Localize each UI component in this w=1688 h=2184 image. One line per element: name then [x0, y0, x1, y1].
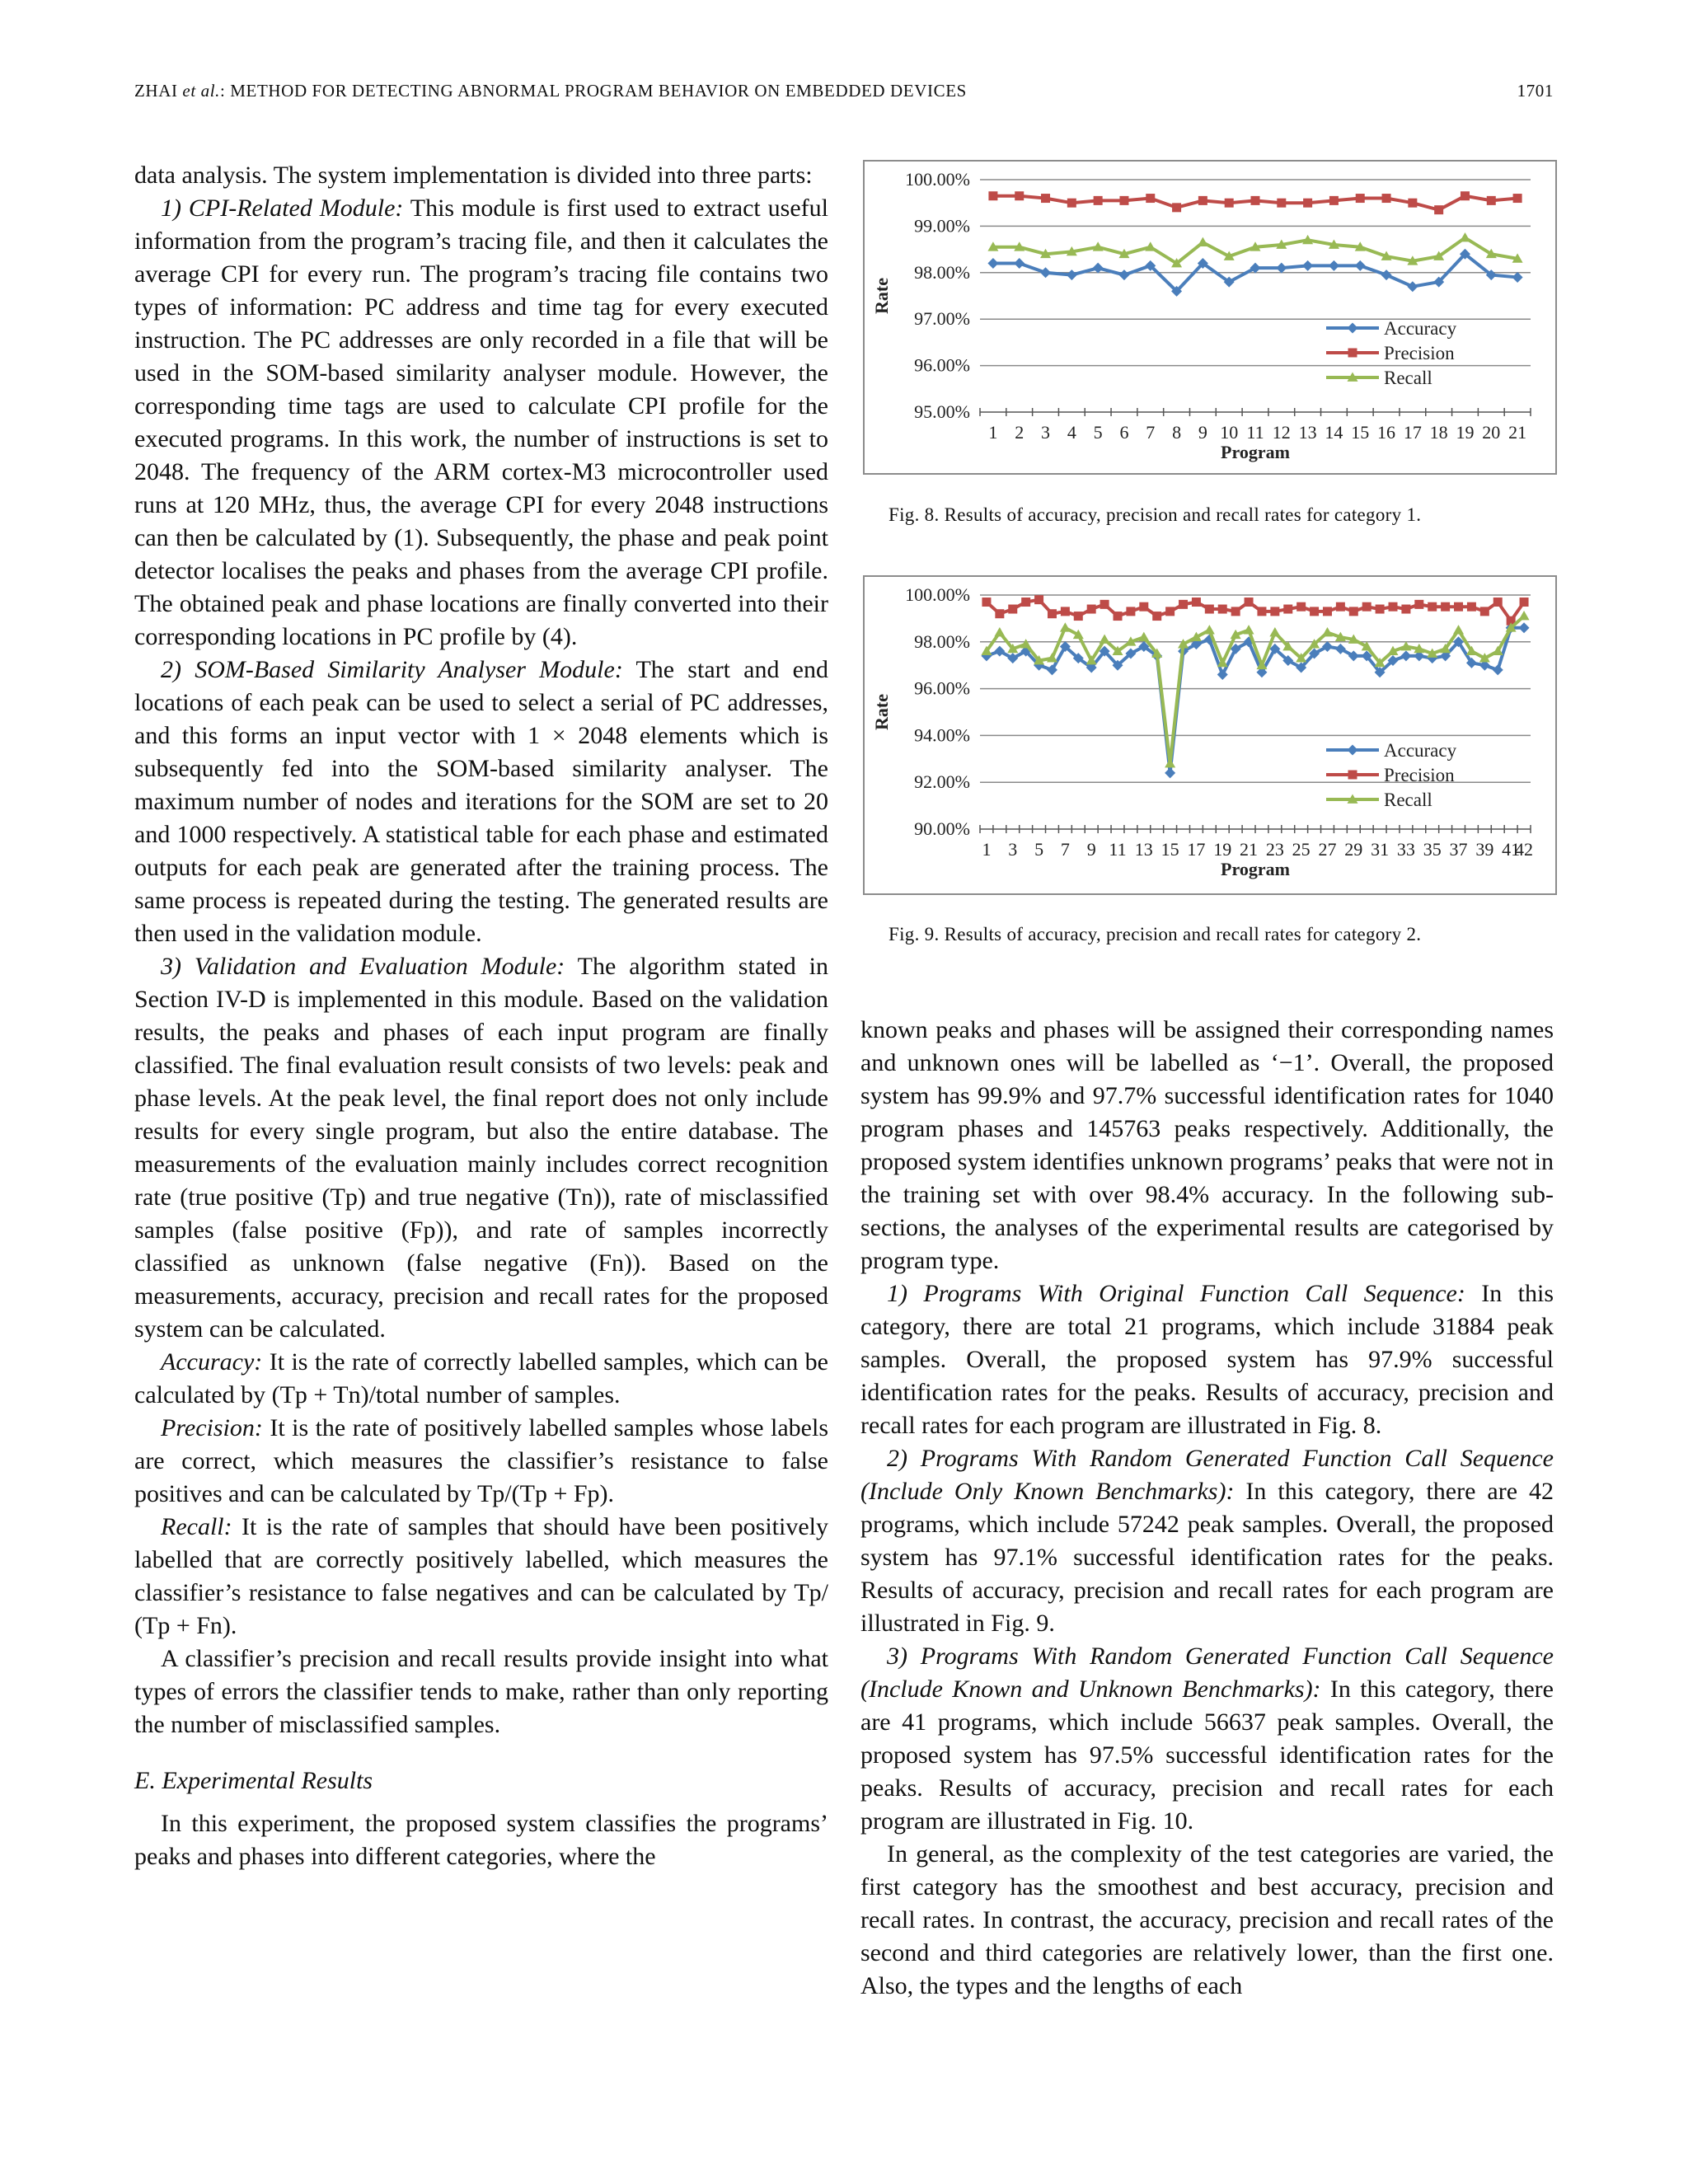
- data-point: [1146, 194, 1155, 203]
- x-tick-label: 42: [1515, 839, 1534, 860]
- data-point: [1067, 269, 1077, 280]
- running-header-title: ZHAI et al.: METHOD FOR DETECTING ABNORMAL PROGRAM BEHAVIOR ON EMBEDDED DEVICES: [134, 81, 967, 101]
- data-point: [1034, 595, 1043, 604]
- x-tick-label: 4: [1067, 422, 1076, 443]
- y-tick-label: 95.00%: [914, 401, 970, 422]
- y-tick-label: 100.00%: [905, 584, 970, 605]
- data-point: [1356, 194, 1365, 203]
- paragraph-category-1: 1) Programs With Original Function Call Sequence: In this category, there are total 21 programs, which include 31884 peak samples. Overall, the proposed system has 97.9% successful identification rates for the peaks. Results of accuracy, precision and recall rates for each program are illustrated in Fig. 8.: [860, 1280, 1554, 1439]
- x-tick-label: 20: [1482, 422, 1501, 443]
- left-column: [134, 159, 828, 1873]
- legend-label: Accuracy: [1384, 740, 1457, 761]
- data-point: [1094, 196, 1103, 205]
- data-point: [1040, 267, 1051, 278]
- data-point: [1329, 260, 1339, 271]
- x-tick-label: 15: [1351, 422, 1370, 443]
- x-tick-label: 9: [1086, 839, 1096, 860]
- x-tick-label: 14: [1325, 422, 1343, 443]
- data-point: [1434, 205, 1443, 214]
- data-point: [1126, 607, 1135, 616]
- data-point: [1118, 269, 1129, 280]
- x-tick-label: 39: [1475, 839, 1494, 860]
- data-point: [982, 598, 991, 607]
- x-tick-label: 35: [1423, 839, 1442, 860]
- data-point: [1225, 199, 1234, 208]
- paragraph-som-module: 2) SOM-Based Similarity Analyser Module: The start and end locations of each peak can be used to select a serial of PC addresses, and this forms an input vector with 1 × 2048 elements which is subsequently fed into the SOM-based similarity analyser. The maximum number of nodes and iterations for the SOM are set to 20 and 1000 respectively. A statistical table for each phase and estimated outputs for each peak are generated after the training process. The same process is repeated during the testing. The generated results are then used in the validation module.: [134, 656, 828, 947]
- paragraph-precision: Precision: It is the rate of positively labelled samples whose labels are correct, which measures the classifier’s resistance to false positives and can be calculated by Tp/(Tp + Fp).: [134, 1414, 828, 1507]
- legend-label: Precision: [1384, 765, 1455, 785]
- data-point: [1204, 625, 1215, 634]
- x-axis-title: Program: [1221, 442, 1290, 462]
- x-tick-label: 31: [1371, 839, 1390, 860]
- data-point: [1114, 612, 1123, 621]
- x-tick-label: 1: [982, 839, 992, 860]
- data-point: [1041, 194, 1050, 203]
- paragraph-cpi-module: 1) CPI-Related Module: This module is first used to extract useful information from the program’s tracing file, and then it calculates the average CPI for every run. The program’s tracing file contains two types of information: PC address and time tag for every executed instruction. The PC addresses are only recorded in a file that will be used in the SOM-based similarity analyser module. However, the corresponding time tags are used to calculate CPI profile for the executed programs. In this work, the number of instructions is set to 2048. The frequency of the ARM cortex-M3 microcontroller used runs at 120 MHz, thus, the average CPI for every 2048 instructions can then be calculated by (1). Subsequently, the phase and peak point detector localises the peaks and phases from the average CPI profile. The obtained peak and phase locations are finally converted into their corresponding locations in PC profile by (4).: [134, 194, 828, 650]
- x-axis-title: Program: [1221, 859, 1290, 879]
- data-point: [987, 258, 998, 269]
- x-tick-label: 9: [1198, 422, 1207, 443]
- data-point: [1467, 602, 1476, 612]
- data-point: [1251, 196, 1260, 205]
- paragraph-category-2: 2) Programs With Random Generated Function Call Sequence (Include Only Known Benchmarks): In this category, there are 42 programs, which include 57242 peak samples. Overall, the proposed system has 97.1% successful identification rates for the peaks. Results of accuracy, precision and recall rates for each program are illustrated in Fig. 9.: [860, 1445, 1554, 1637]
- data-point: [1428, 602, 1437, 612]
- data-point: [994, 627, 1005, 636]
- data-point: [1277, 199, 1286, 208]
- data-point: [1100, 600, 1109, 609]
- figure-8: [863, 160, 1557, 475]
- paragraph-accuracy: Accuracy: It is the rate of correctly labelled samples, which can be calculated by (Tp + Tn)/total number of samples.: [134, 1348, 828, 1408]
- data-point: [1400, 650, 1411, 661]
- x-tick-label: 6: [1119, 422, 1129, 443]
- x-tick-label: 19: [1456, 422, 1475, 443]
- data-point: [1362, 602, 1372, 612]
- x-tick-label: 25: [1292, 839, 1311, 860]
- data-point: [1270, 607, 1279, 616]
- data-point: [1165, 607, 1175, 616]
- data-point: [1165, 758, 1175, 767]
- data-point: [1441, 602, 1450, 612]
- data-point: [1355, 260, 1366, 271]
- data-point: [1493, 598, 1503, 607]
- x-tick-label: 3: [1041, 422, 1051, 443]
- data-point: [1408, 199, 1417, 208]
- data-point: [1513, 194, 1522, 203]
- x-tick-label: 5: [1093, 422, 1103, 443]
- figure-8-caption: Fig. 8. Results of accuracy, precision and recall rates for category 1.: [889, 504, 1422, 525]
- data-point: [1512, 272, 1523, 283]
- data-point: [1245, 598, 1254, 607]
- data-point: [1060, 622, 1071, 631]
- data-point: [1008, 605, 1017, 614]
- x-tick-label: 7: [1146, 422, 1156, 443]
- x-tick-label: 11: [1246, 422, 1264, 443]
- paragraph-category-3: 3) Programs With Random Generated Function Call Sequence (Include Known and Unknown Benchmarks): In this category, there are 41 programs, which include 56637 peak samples. Overall, the proposed system has 97.5% successful identification rates for the peaks. Results of accuracy, precision and recall rates for each program are illustrated in Fig. 10.: [860, 1643, 1554, 1835]
- data-point: [1276, 263, 1287, 274]
- data-point: [1519, 611, 1530, 620]
- y-axis-title: Rate: [871, 278, 892, 314]
- data-point: [1460, 232, 1470, 241]
- data-point: [1461, 191, 1470, 200]
- data-point: [1172, 203, 1181, 212]
- data-point: [1520, 598, 1529, 607]
- data-point: [1100, 634, 1110, 643]
- data-point: [1269, 627, 1280, 636]
- data-point: [1061, 607, 1070, 616]
- data-point: [1487, 196, 1496, 205]
- x-tick-label: 21: [1508, 422, 1527, 443]
- legend-label: Recall: [1384, 368, 1432, 388]
- data-point: [1283, 605, 1292, 614]
- data-point: [1381, 269, 1392, 280]
- paragraph-recall: Recall: It is the rate of samples that should have been positively labelled that are correctly positively labelled, which measures the classifier’s resistance to false negatives and can be calculated by Tp/ (Tp + Fn).: [134, 1513, 828, 1639]
- page-number: 1701: [1517, 81, 1554, 101]
- data-point: [1015, 191, 1024, 200]
- legend-marker: [1348, 745, 1358, 756]
- data-point: [1020, 639, 1031, 648]
- data-point: [1198, 237, 1208, 246]
- data-point: [1048, 609, 1057, 618]
- x-tick-label: 7: [1060, 839, 1070, 860]
- x-tick-label: 1: [988, 422, 998, 443]
- y-tick-label: 97.00%: [914, 308, 970, 330]
- data-point: [1322, 627, 1333, 636]
- data-point: [1067, 199, 1076, 208]
- data-point: [1519, 622, 1530, 633]
- data-point: [1014, 258, 1025, 269]
- y-tick-label: 96.00%: [914, 677, 970, 699]
- legend-marker: [1348, 323, 1358, 334]
- paragraph: data analysis. The system implementation is divided into three parts:: [134, 162, 813, 189]
- fig9-chart: [865, 577, 1555, 893]
- x-tick-label: 13: [1298, 422, 1317, 443]
- paragraph-validation-module: 3) Validation and Evaluation Module: The algorithm stated in Section IV-D is implemented in this module. Based on the validation results, the peaks and phases of each input program are finally classified. The final evaluation result consists of two levels: peak and phase levels. At the peak level, the final report does not only include results for every single program, but also the entire database. The measurements of the evaluation mainly includes correct recognition rate (true positive (Tp) and true negative (Tn)), rate of misclassified samples (false positive (Fp)), and rate of samples incorrectly classified as unknown (false negative (Fn)). Based on the measurements, accuracy, precision and recall rates for the proposed system can be calculated.: [134, 953, 828, 1343]
- y-tick-label: 92.00%: [914, 771, 970, 793]
- data-point: [1192, 598, 1201, 607]
- y-tick-label: 100.00%: [905, 169, 970, 190]
- data-point: [1165, 767, 1175, 778]
- paragraph: A classifier’s precision and recall results provide insight into what types of errors the classifier tends to make, rather than only reporting the number of misclassified samples.: [134, 1645, 828, 1738]
- data-point: [1302, 260, 1313, 271]
- data-point: [1198, 196, 1207, 205]
- x-tick-label: 3: [1008, 839, 1018, 860]
- data-point: [1303, 199, 1312, 208]
- y-tick-label: 98.00%: [914, 630, 970, 652]
- x-tick-label: 27: [1318, 839, 1337, 860]
- x-tick-label: 12: [1272, 422, 1291, 443]
- x-tick-label: 37: [1449, 839, 1468, 860]
- data-point: [1376, 605, 1385, 614]
- data-point: [1323, 607, 1332, 616]
- data-point: [1231, 607, 1240, 616]
- data-point: [1349, 607, 1358, 616]
- y-tick-label: 99.00%: [914, 215, 970, 237]
- running-header: [134, 81, 1554, 110]
- x-tick-label: 11: [1109, 839, 1127, 860]
- data-point: [1244, 625, 1254, 634]
- y-axis-title: Rate: [871, 694, 892, 730]
- paragraph: In general, as the complexity of the test categories are varied, the first category has the smoothest and best accuracy, precision and recall rates. In contrast, the accuracy, precision and recall rates of the second and third categories are relatively lower, than the first one. Also, the types and the lengths of each: [860, 1840, 1554, 1999]
- x-tick-label: 23: [1265, 839, 1284, 860]
- figure-9: [863, 575, 1557, 895]
- legend-label: Recall: [1384, 790, 1432, 810]
- data-point: [1401, 605, 1410, 614]
- y-tick-label: 94.00%: [914, 724, 970, 746]
- x-tick-label: 2: [1015, 422, 1025, 443]
- data-point: [1087, 605, 1096, 614]
- x-tick-label: 21: [1240, 839, 1259, 860]
- data-point: [1119, 196, 1128, 205]
- right-column: [860, 1014, 1554, 2003]
- x-tick-label: 10: [1220, 422, 1239, 443]
- x-tick-label: 16: [1377, 422, 1396, 443]
- x-tick-label: 5: [1034, 839, 1044, 860]
- data-point: [1329, 196, 1339, 205]
- x-tick-label: 17: [1187, 839, 1206, 860]
- data-point: [1296, 602, 1306, 612]
- paragraph: In this experiment, the proposed system classifies the programs’ peaks and phases into different categories, where the: [134, 1810, 828, 1870]
- data-point: [1407, 281, 1418, 292]
- series-recall: [987, 232, 1522, 267]
- data-point: [1093, 263, 1104, 274]
- data-point: [1179, 600, 1188, 609]
- data-point: [1152, 612, 1161, 621]
- data-point: [1336, 602, 1345, 612]
- fig8-chart: [865, 162, 1555, 473]
- data-point: [995, 609, 1004, 618]
- data-point: [1480, 607, 1489, 616]
- data-point: [988, 191, 997, 200]
- x-tick-label: 13: [1134, 839, 1153, 860]
- data-point: [1257, 607, 1266, 616]
- legend-marker: [1348, 349, 1357, 358]
- x-tick-label: 33: [1396, 839, 1415, 860]
- series-precision: [988, 191, 1522, 214]
- data-point: [1218, 605, 1227, 614]
- subsection-heading: E. Experimental Results: [134, 1767, 373, 1794]
- y-tick-label: 96.00%: [914, 354, 970, 376]
- data-point: [1382, 194, 1391, 203]
- data-point: [1389, 602, 1398, 612]
- data-point: [1454, 602, 1463, 612]
- x-tick-label: 41: [1502, 839, 1521, 860]
- data-point: [1138, 632, 1149, 641]
- x-tick-label: 17: [1403, 422, 1422, 443]
- figure-9-caption: Fig. 9. Results of accuracy, precision and recall rates for category 2.: [889, 924, 1422, 944]
- y-tick-label: 90.00%: [914, 818, 970, 839]
- data-point: [1205, 605, 1214, 614]
- x-tick-label: 19: [1213, 839, 1232, 860]
- data-point: [1453, 625, 1464, 634]
- legend-marker: [1348, 771, 1357, 780]
- x-tick-label: 8: [1172, 422, 1182, 443]
- data-point: [1493, 664, 1503, 675]
- data-point: [1414, 600, 1423, 609]
- x-tick-label: 29: [1344, 839, 1363, 860]
- data-point: [1074, 612, 1083, 621]
- x-tick-label: 18: [1429, 422, 1448, 443]
- data-point: [1139, 602, 1148, 612]
- data-point: [1310, 607, 1319, 616]
- series-precision: [982, 595, 1528, 626]
- y-tick-label: 98.00%: [914, 261, 970, 283]
- paragraph: known peaks and phases will be assigned their corresponding names and unknown ones will be labelled as ‘−1’. Overall, the proposed system has 99.9% and 97.7% successful identification rates for 1040 program phases and 145763 peaks respectively. Additionally, the proposed system identifies unknown programs’ peaks that were not in the training set with over 98.4% accuracy. In the following sub-sections, the analyses of the experimental results are categorised by program type.: [860, 1016, 1554, 1274]
- legend-label: Accuracy: [1384, 318, 1457, 339]
- x-tick-label: 15: [1160, 839, 1179, 860]
- data-point: [1021, 598, 1030, 607]
- legend-label: Precision: [1384, 343, 1455, 363]
